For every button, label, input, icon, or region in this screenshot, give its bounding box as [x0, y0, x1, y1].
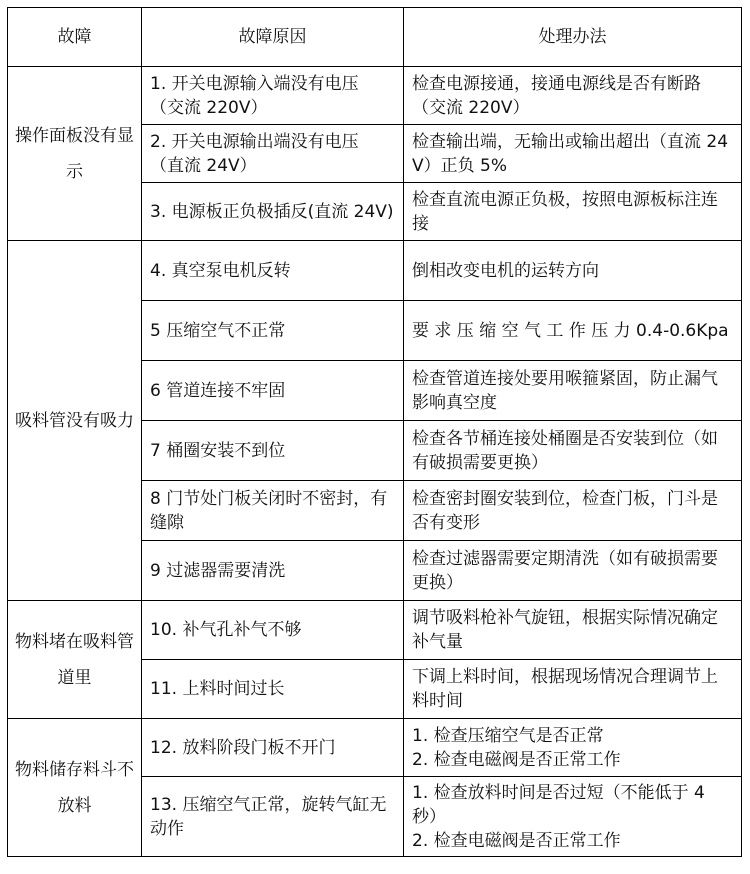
solution-cell: 下调上料时间，根据现场情况合理调节上料时间	[404, 660, 742, 719]
solution-cell	[404, 777, 742, 857]
cause-cell: 4. 真空泵电机反转	[142, 241, 404, 301]
solution-cell: 检查输出端，无输出或输出超出（直流 24V）正负 5%	[404, 125, 742, 183]
solution-cell: 调节吸料枪补气旋钮，根据实际情况确定补气量	[404, 601, 742, 660]
solution-cell: 检查直流电源正负极，按照电源板标注连接	[404, 183, 742, 241]
solution-cell: 检查电源接通，接通电源线是否有断路（交流 220V）	[404, 67, 742, 125]
cause-cell: 13. 压缩空气正常，旋转气缸无动作	[142, 777, 404, 857]
solution-cell: 检查各节桶连接处桶圈是否安装到位（如有破损需要更换）	[404, 421, 742, 481]
cause-cell: 8 门节处门板关闭时不密封，有缝隙	[142, 481, 404, 541]
header-fault: 故障	[8, 8, 142, 67]
cause-cell: 9 过滤器需要清洗	[142, 541, 404, 601]
fault-cell: 吸料管没有吸力	[8, 241, 142, 601]
cause-cell: 1. 开关电源输入端没有电压 （交流 220V）	[142, 67, 404, 125]
cause-cell: 3. 电源板正负极插反(直流 24V)	[142, 183, 404, 241]
solution-cell: 检查密封圈安装到位，检查门板，门斗是否有变形	[404, 481, 742, 541]
table-row	[8, 67, 742, 125]
solution-cell: 要 求 压 缩 空 气 工 作 压 力 0.4-0.6Kpa	[404, 301, 742, 361]
cause-cell: 12. 放料阶段门板不开门	[142, 719, 404, 777]
solution-line: 2. 检查电磁阀是否正常工作	[412, 749, 621, 770]
fault-troubleshooting-table	[7, 7, 742, 857]
cause-cell: 2. 开关电源输出端没有电压 （直流 24V）	[142, 125, 404, 183]
solution-cell: 检查管道连接处要用喉箍紧固，防止漏气影响真空度	[404, 361, 742, 421]
cause-cell: 6 管道连接不牢固	[142, 361, 404, 421]
fault-cell: 物料堵在吸料管道里	[8, 601, 142, 719]
fault-cell: 物料储存料斗不放料	[8, 719, 142, 857]
header-solution: 处理办法	[404, 8, 742, 67]
table-row	[8, 719, 742, 777]
header-row	[8, 8, 742, 67]
solution-line: 1. 检查放料时间是否过短（不能低于 4 秒）	[412, 782, 705, 827]
cause-cell: 7 桶圈安装不到位	[142, 421, 404, 481]
fault-cell: 操作面板没有显示	[8, 67, 142, 241]
table-row	[8, 241, 742, 301]
cause-cell: 5 压缩空气不正常	[142, 301, 404, 361]
cause-cell: 11. 上料时间过长	[142, 660, 404, 719]
solution-cell: 检查过滤器需要定期清洗（如有破损需要更换）	[404, 541, 742, 601]
cause-cell: 10. 补气孔补气不够	[142, 601, 404, 660]
solution-line: 2. 检查电磁阀是否正常工作	[412, 830, 621, 851]
header-cause: 故障原因	[142, 8, 404, 67]
solution-cell	[404, 719, 742, 777]
table-row	[8, 601, 742, 660]
solution-line: 1. 检查压缩空气是否正常	[412, 725, 604, 746]
solution-cell: 倒相改变电机的运转方向	[404, 241, 742, 301]
